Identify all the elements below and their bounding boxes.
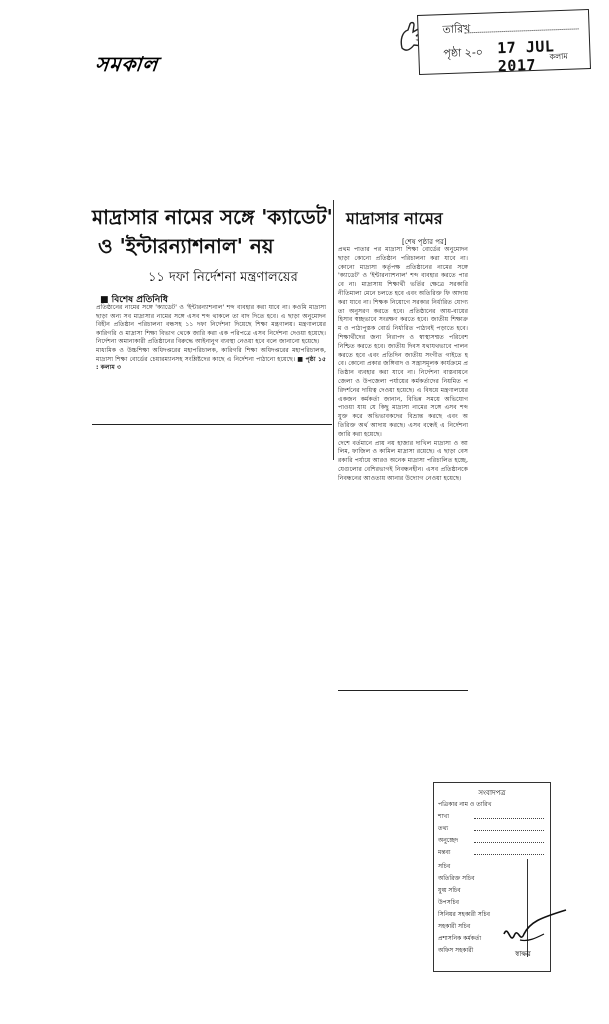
- routing-form-title: সংবাদপত্র: [478, 789, 506, 797]
- continuation-body-text: প্রথম পাতার পর মাদ্রাসা শিক্ষা বোর্ডের অনুমোদন ছাড়া কোনো প্রতিষ্ঠান পরিচালনা করা যাবে না। কোনো মাদ্রাসা কর্তৃপক্ষ প্রতিষ্ঠানের নামের সঙ্গে 'ক্যাডেট' ও 'ইন্টারন্যাশনাল' শব্দ ব্যবহার করতে পারবে না। মাদ্রাসায় শিক্ষার্থী ভর্তির ক্ষেত্রে সরকারি নীতিমালা মেনে চলতে হবে এবং অতিরিক্ত ফি আদায় করা যাবে না। শিক্ষক নিয়োগে সরকার নির্ধারিত যোগ্যতা অনুসরণ করতে হবে। প্রতিষ্ঠানের আয়-ব্যয়ের হিসাব স্বচ্ছভাবে সংরক্ষণ করতে হবে। জাতীয় শিক্ষাক্রম ও পাঠ্যপুস্তক বোর্ড নির্ধারিত পাঠ্যবই পড়াতে হবে। শিক্ষার্থীদের জন্য নিরাপদ ও স্বাস্থ্যসম্মত পরিবেশ নিশ্চিত করতে হবে। জাতীয় দিবস যথাযথভাবে পালন করতে হবে এবং প্রতিদিন জাতীয় সংগীত গাইতে হবে। কোনো প্রকার জঙ্গিবাদ ও সন্ত্রাসমূলক কার্যক্রমে প্রতিষ্ঠান ব্যবহার করা যাবে না। নির্দেশনা বাস্তবায়নে জেলা ও উপজেলা পর্যায়ের কর্মকর্তাদের নিয়মিত পরিদর্শনের দায়িত্ব দেওয়া হয়েছে। এ বিষয়ে মন্ত্রণালয়ের একজন কর্মকর্তা জানান, বিভিন্ন সময়ে অভিযোগ পাওয়া যায় যে কিছু মাদ্রাসা নামের সঙ্গে এসব শব্দ যুক্ত করে অভিভাবকদের বিভ্রান্ত করছে এবং অতিরিক্ত অর্থ আদায় করছে। এসব বন্ধেই এ নির্দেশনা জারি করা হয়েছে।: [338, 246, 468, 438]
- continuation-bottom-rule: [338, 690, 468, 691]
- stamp-column: কলাম: [549, 51, 569, 62]
- form-line: তথ্য: [438, 825, 449, 832]
- continuation-title: মাদ্রাসার নামের: [346, 209, 443, 228]
- form-line: সচিব: [438, 863, 451, 870]
- form-line: অফিস সহকারী: [438, 947, 474, 954]
- date-stamp: [417, 9, 591, 75]
- article-body-end: মাধ্যমিক ও উচ্চশিক্ষা অধিদপ্তরের মহাপরিচালক, কারিগরি শিক্ষা অধিদপ্তরের মহাপরিচালক, মাদ্রাসা শিক্ষা বোর্ডের চেয়ারম্যানসহ সংশ্লিষ্টদের কাছে এ নির্দেশনা পাঠানো হয়েছে।: [96, 346, 326, 363]
- newspaper-masthead: সমকাল: [94, 52, 160, 76]
- stamp-date: 17 JUL 2017: [496, 37, 555, 76]
- column-divider: [333, 200, 334, 460]
- form-line: সিনিয়র সহকারী সচিব: [438, 911, 490, 918]
- continuation-body: [338, 246, 468, 484]
- continuation-body-end: দেশে বর্তমানে প্রায় নয় হাজার দাখিল মাদ্রাসা ও আলিম, ফাজিল ও কামিল মাদ্রাসা রয়েছে। এ ছাড়া বেসরকারি পর্যায়ে আরও অনেক মাদ্রাসা পরিচালিত হচ্ছে, যেগুলোর বেশিরভাগই নিবন্ধনহীন। এসব প্রতিষ্ঠানকে নিবন্ধনের আওতায় আনার উদ্যোগ নেওয়া হয়েছে।: [338, 439, 468, 482]
- form-line: শাখা: [438, 813, 449, 820]
- form-line: পত্রিকার নাম ও তারিখ: [438, 801, 492, 808]
- article-jump-text: পৃষ্ঠা ১৫ : কলাম ৩: [96, 355, 326, 372]
- form-line: সহকারী সচিব: [438, 923, 471, 930]
- article-body-text: প্রতিষ্ঠানের নামের সঙ্গে 'ক্যাডেট' ও 'ইন্টারন্যাশনাল' শব্দ ব্যবহার করা যাবে না। কওমি মাদ্রাসা ছাড়া অন্য সব মাদ্রাসার নামের সঙ্গে এসব শব্দ থাকলে তা বাদ দিতে হবে। এ ছাড়া অনুমোদনবিহীন প্রতিষ্ঠান পরিচালনা বন্ধসহ ১১ দফা নির্দেশনা দিয়েছে শিক্ষা মন্ত্রণালয়। মন্ত্রণালয়ের কারিগরি ও মাদ্রাসা শিক্ষা বিভাগ থেকে জারি করা এক পরিপত্রে এসব নির্দেশনা দেওয়া হয়েছে। নির্দেশনা অমান্যকারী প্রতিষ্ঠানের বিরুদ্ধে আইনানুগ ব্যবস্থা নেওয়া হবে বলে জানানো হয়েছে।: [96, 304, 326, 346]
- form-line: প্রশাসনিক কর্মকর্তা: [438, 935, 482, 942]
- stamp-label-bottom: পৃষ্ঠা ২-০: [443, 45, 484, 61]
- signature-caption: স্বাক্ষর: [515, 950, 531, 958]
- handwritten-signature-icon: [500, 904, 570, 954]
- form-line: অনুচ্ছেদ: [438, 837, 459, 844]
- continuation-ref: [শেষ পৃষ্ঠার পর]: [402, 238, 447, 246]
- form-line: মন্তব্য: [438, 849, 451, 856]
- byline: ■ বিশেষ প্রতিনিধি: [100, 295, 168, 305]
- article-subheadline: ১১ দফা নির্দেশনা মন্ত্রণালয়ের: [148, 270, 298, 285]
- article-bottom-rule: [92, 424, 332, 425]
- article-body: [96, 304, 326, 373]
- article-headline-line2: ও 'ইন্টারন্যাশনাল' নয়: [98, 234, 274, 258]
- article-jump: ■ পৃষ্ঠা ১৫ : কলাম ৩: [96, 355, 326, 372]
- stamp-label-top: তারিখ: [442, 22, 471, 37]
- form-line: অতিরিক্ত সচিব: [438, 875, 475, 882]
- form-line: উপসচিব: [438, 899, 460, 906]
- form-line: যুগ্ম সচিব: [438, 887, 461, 894]
- article-headline-line1: মাদ্রাসার নামের সঙ্গে 'ক্যাডেট': [92, 205, 333, 229]
